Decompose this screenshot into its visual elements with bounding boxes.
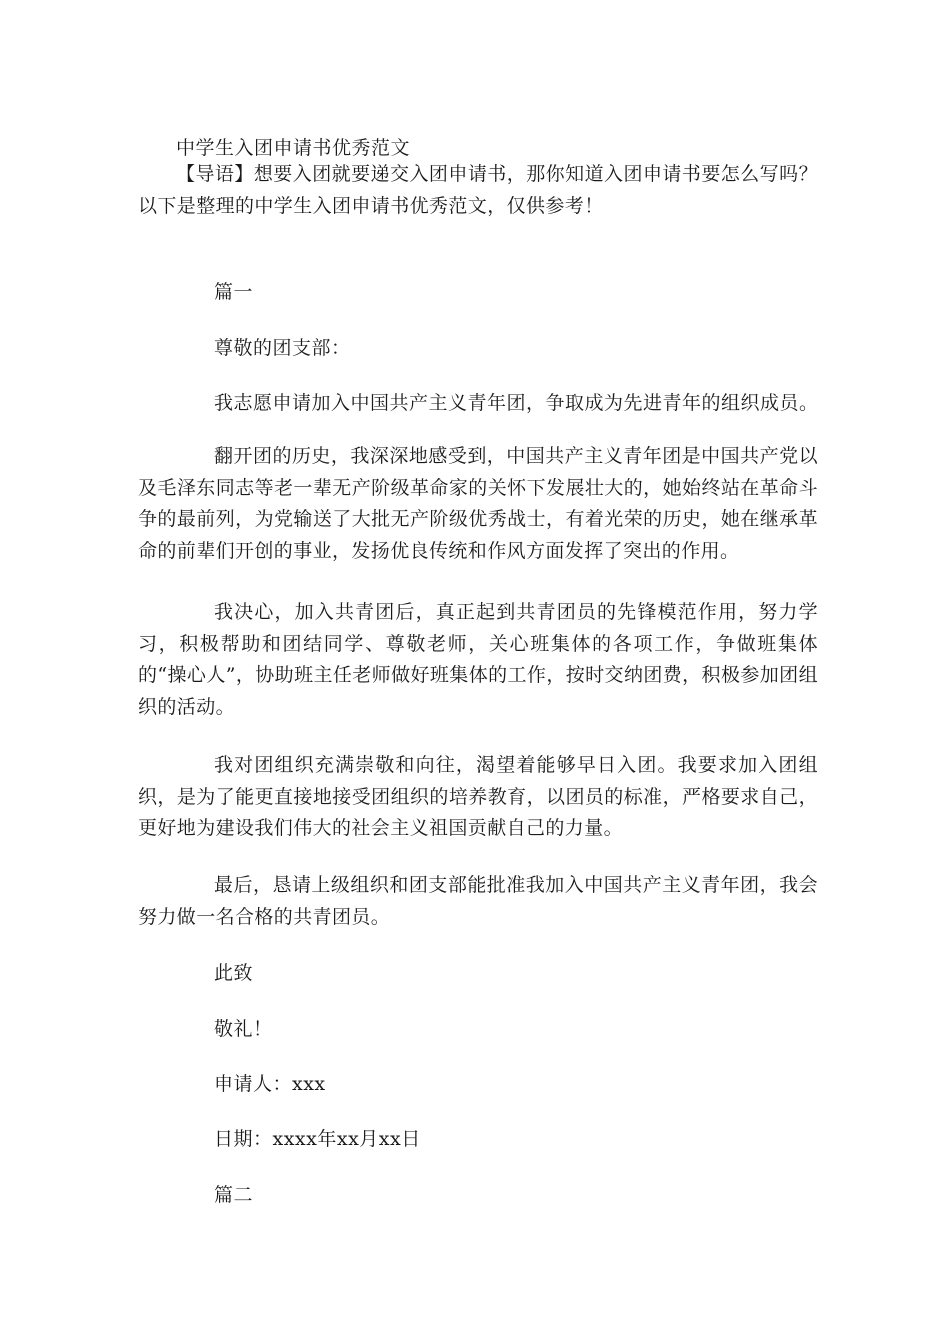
intro-paragraph: 【导语】想要入团就要递交入团申请书，那你知道入团申请书要怎么写吗？以下是整理的中学生入团申请书优秀范文，仅供参考！ — [138, 163, 818, 217]
document-title: 中学生入团申请书优秀范文 — [176, 137, 411, 159]
section-heading-2: 篇二 — [214, 1184, 254, 1206]
paragraph-5: 最后，恳请上级组织和团支部能批准我加入中国共产主义青年团，我会努力做一名合格的共青团员。 — [138, 874, 818, 928]
paragraph-4: 我对团组织充满崇敬和向往，渴望着能够早日入团。我要求加入团组织，是为了能更直接地接受团组织的培养教育，以团员的标准，严格要求自己，更好地为建设我们伟大的社会主义祖国贡献自己的力量。 — [138, 754, 818, 839]
date-line: 日期：xxxx年xx月xx日 — [214, 1128, 421, 1150]
applicant-line: 申请人：xxx — [214, 1073, 326, 1095]
section-heading-1: 篇一 — [214, 281, 254, 303]
salutation: 尊敬的团支部： — [214, 337, 351, 359]
paragraph-1: 我志愿申请加入中国共产主义青年团，争取成为先进青年的组织成员。 — [214, 392, 819, 414]
paragraph-3: 我决心，加入共青团后，真正起到共青团员的先锋模范作用，努力学习，积极帮助和团结同学、尊敬老师，关心班集体的各项工作，争做班集体的“操心人”，协助班主任老师做好班集体的工作，按时交纳团费，积极参加团组织的活动。 — [138, 601, 818, 718]
closing-line-2: 敬礼！ — [214, 1018, 273, 1040]
paragraph-2: 翻开团的历史，我深深地感受到，中国共产主义青年团是中国共产党以及毛泽东同志等老一辈无产阶级革命家的关怀下发展壮大的，她始终站在革命斗争的最前列，为党输送了大批无产阶级优秀战士，有着光荣的历史，她在继承革命的前辈们开创的事业，发扬优良传统和作风方面发挥了突出的作用。 — [138, 445, 818, 562]
closing-line-1: 此致 — [214, 962, 254, 984]
